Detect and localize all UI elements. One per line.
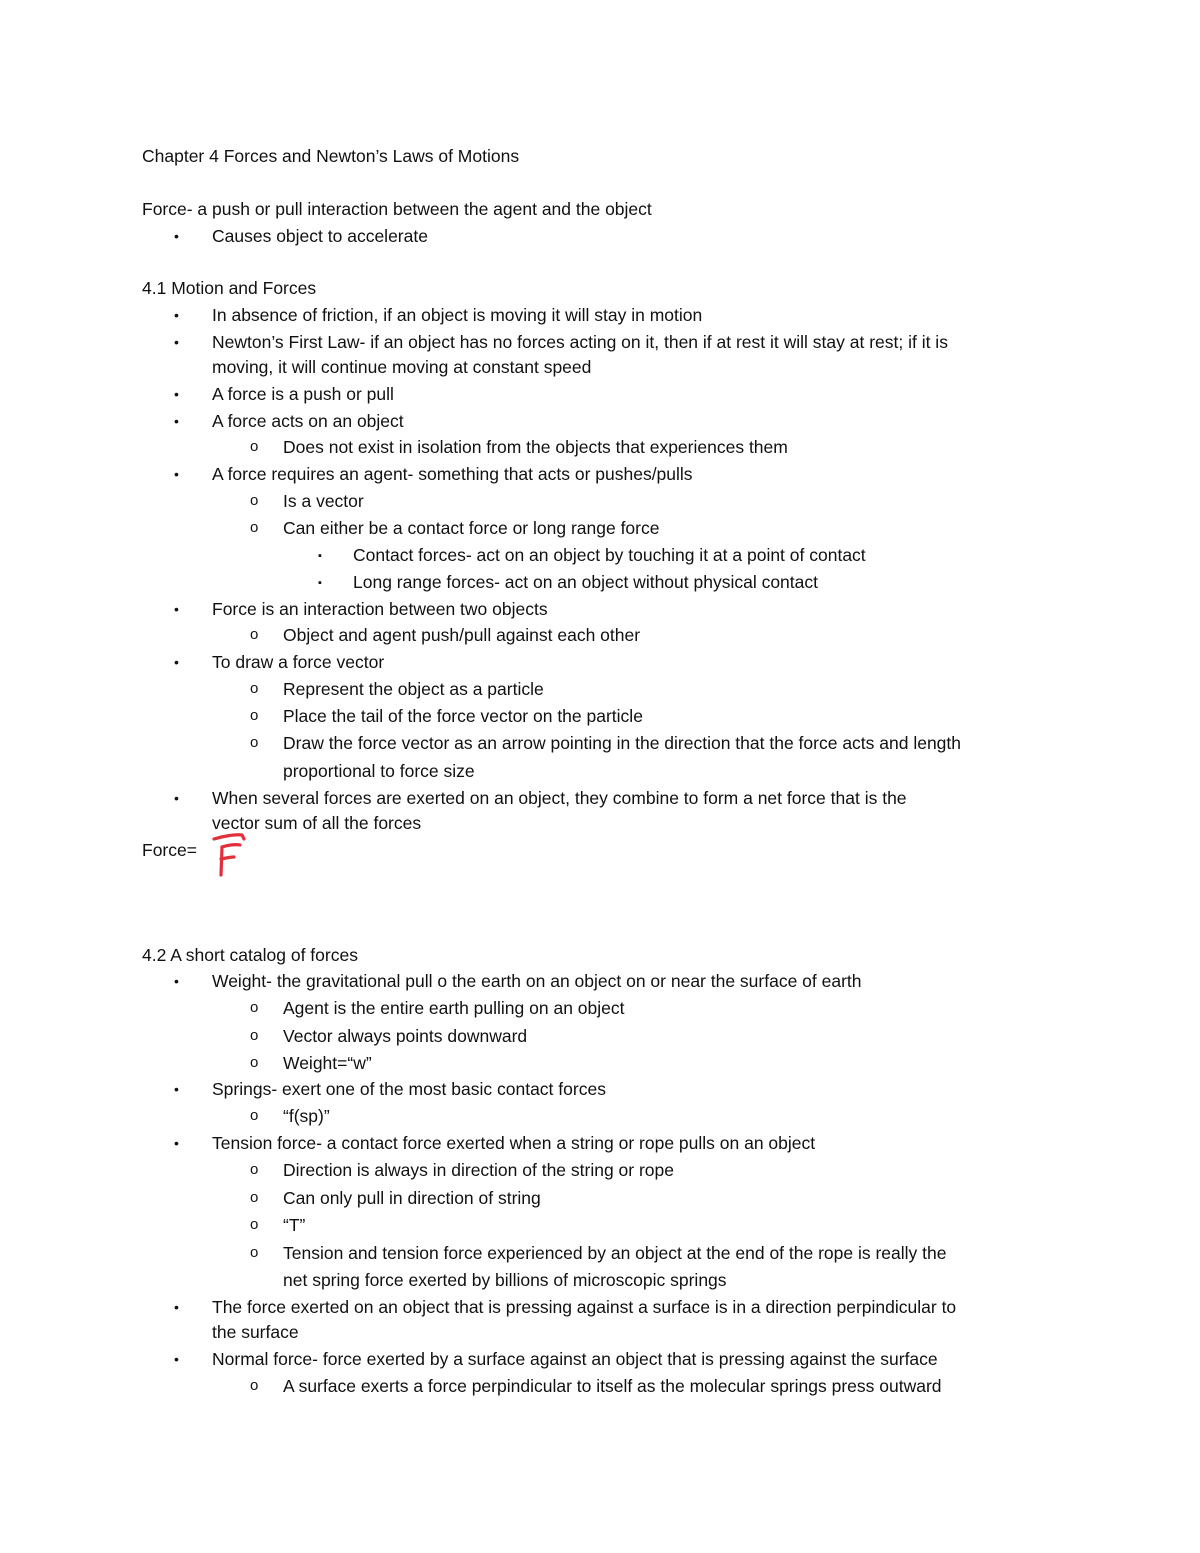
bullet-disc: • (174, 654, 179, 670)
list-item: A force is a push or pull (212, 384, 394, 404)
bullet-disc: • (174, 334, 179, 350)
sub-list-item: Place the tail of the force vector on the particle (283, 706, 643, 726)
bullet-circle: o (250, 1027, 259, 1044)
bullet-disc: • (174, 790, 179, 806)
sub-list-item: Weight=“w” (283, 1053, 372, 1073)
section-heading-4-2: 4.2 A short catalog of forces (142, 945, 358, 965)
sub-list-item: Represent the object as a particle (283, 679, 544, 699)
bullet-circle: o (250, 492, 259, 509)
bullet-square: ▪ (318, 550, 322, 562)
document-title: Chapter 4 Forces and Newton’s Laws of Motions (142, 146, 520, 166)
bullet-circle: o (250, 999, 259, 1016)
bullet-circle: o (250, 626, 259, 643)
sub-sub-list-item: Long range forces- act on an object without physical contact (353, 572, 818, 592)
sub-list-item: Tension and tension force experienced by an object at the end of the rope is really the (283, 1243, 947, 1263)
bullet-circle: o (250, 734, 259, 751)
bullet-disc: • (174, 1135, 179, 1151)
sub-list-item: Direction is always in direction of the string or rope (283, 1160, 675, 1180)
bullet-disc: • (174, 413, 179, 429)
list-item: A force requires an agent- something that acts or pushes/pulls (212, 464, 693, 484)
force-definition: Force- a push or pull interaction between the agent and the object (142, 199, 652, 219)
bullet-circle: o (250, 1107, 259, 1124)
bullet-circle: o (250, 680, 259, 697)
bullet-disc: • (174, 973, 179, 989)
bullet-circle: o (250, 1189, 259, 1206)
sub-list-item: Draw the force vector as an arrow pointing in the direction that the force acts and length (283, 733, 962, 753)
list-item: Force is an interaction between two objects (212, 599, 548, 619)
bullet-disc: • (174, 1351, 179, 1367)
list-item: Tension force- a contact force exerted when a string or rope pulls on an object (212, 1133, 816, 1153)
bullet-circle: o (250, 1054, 259, 1071)
list-item: Normal force- force exerted by a surface against an object that is pressing against the surface (212, 1349, 938, 1369)
sub-list-item: Object and agent push/pull against each other (283, 625, 641, 645)
list-item: The force exerted on an object that is pressing against a surface is in a direction perpindicular to (212, 1297, 957, 1317)
bullet-disc: • (174, 1081, 179, 1097)
sub-list-item: “T” (283, 1215, 306, 1235)
bullet-disc: • (174, 1299, 179, 1315)
sub-list-item: “f(sp)” (283, 1106, 330, 1126)
list-item: Newton’s First Law- if an object has no forces acting on it, then if at rest it will stay at rest; if it is (212, 332, 948, 352)
list-item-continuation: vector sum of all the forces (212, 813, 422, 833)
bullet-disc: • (174, 307, 179, 323)
sub-list-item: Can either be a contact force or long range force (283, 518, 660, 538)
section-heading-4-1: 4.1 Motion and Forces (142, 278, 317, 298)
list-item: To draw a force vector (212, 652, 385, 672)
sub-list-item: Agent is the entire earth pulling on an object (283, 998, 625, 1018)
force-label: Force= (142, 840, 197, 860)
bullet-disc: • (174, 386, 179, 402)
bullet-circle: o (250, 707, 259, 724)
sub-list-item: Does not exist in isolation from the objects that experiences them (283, 437, 788, 457)
bullet-disc: • (174, 228, 179, 244)
handwritten-strokes (214, 835, 244, 875)
sub-sub-list-item: Contact forces- act on an object by touching it at a point of contact (353, 545, 866, 565)
sub-list-item: A surface exerts a force perpindicular to itself as the molecular springs press outward (283, 1376, 942, 1396)
list-item: Causes object to accelerate (212, 226, 428, 246)
bullet-circle: o (250, 438, 259, 455)
list-item: A force acts on an object (212, 411, 404, 431)
bullet-circle: o (250, 1216, 259, 1233)
bullet-circle: o (250, 519, 259, 536)
sub-list-item: Can only pull in direction of string (283, 1188, 541, 1208)
bullet-disc: • (174, 601, 179, 617)
sub-list-item-continuation: net spring force exerted by billions of microscopic springs (283, 1270, 727, 1290)
bullet-circle: o (250, 1161, 259, 1178)
list-item-continuation: moving, it will continue moving at constant speed (212, 357, 592, 377)
sub-list-item-continuation: proportional to force size (283, 761, 475, 781)
sub-list-item: Vector always points downward (283, 1026, 528, 1046)
sub-list-item: Is a vector (283, 491, 364, 511)
list-item: Weight- the gravitational pull o the earth on an object on or near the surface of earth (212, 971, 862, 991)
bullet-square: ▪ (318, 577, 322, 589)
list-item: When several forces are exerted on an object, they combine to form a net force that is the (212, 788, 907, 808)
bullet-disc: • (174, 466, 179, 482)
list-item-continuation: the surface (212, 1322, 299, 1342)
bullet-circle: o (250, 1244, 259, 1261)
list-item: Springs- exert one of the most basic contact forces (212, 1079, 606, 1099)
handwritten-force-vector-icon (206, 825, 266, 885)
bullet-circle: o (250, 1377, 259, 1394)
list-item: In absence of friction, if an object is moving it will stay in motion (212, 305, 703, 325)
